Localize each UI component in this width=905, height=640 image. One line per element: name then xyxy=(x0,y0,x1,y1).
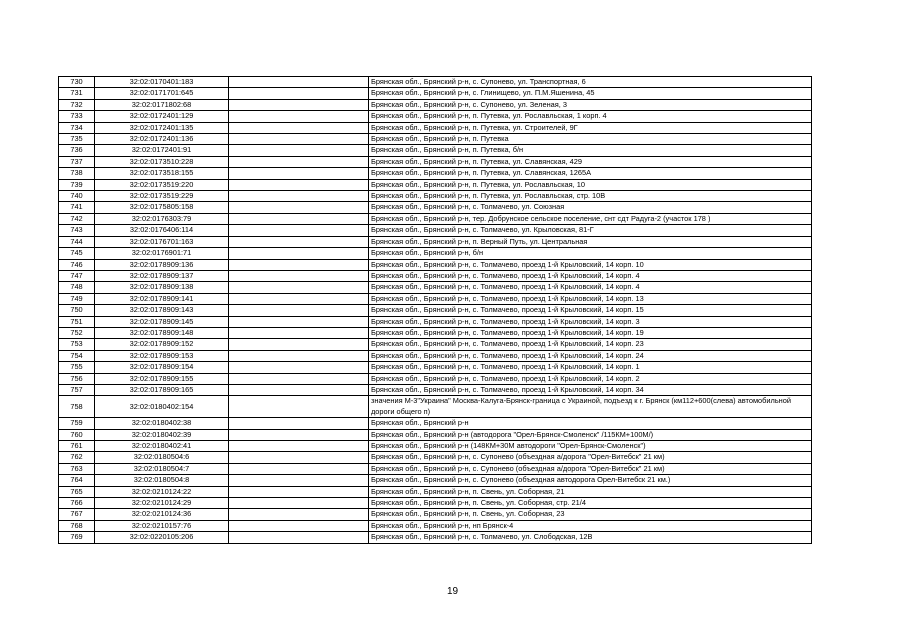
cadastral-number: 32:02:0178909:143 xyxy=(95,305,229,316)
row-number: 747 xyxy=(59,270,95,281)
empty-cell xyxy=(229,350,369,361)
row-number: 768 xyxy=(59,520,95,531)
cadastral-number: 32:02:0210124:36 xyxy=(95,509,229,520)
table-row xyxy=(59,373,812,384)
cadastral-number: 32:02:0178909:138 xyxy=(95,282,229,293)
address-cell: Брянская обл., Брянский р-н, п. Путевка xyxy=(369,134,812,145)
empty-cell xyxy=(229,179,369,190)
cadastral-number: 32:02:0170401:183 xyxy=(95,77,229,88)
empty-cell xyxy=(229,293,369,304)
table-row xyxy=(59,270,812,281)
table-row xyxy=(59,498,812,509)
row-number: 748 xyxy=(59,282,95,293)
table-row xyxy=(59,441,812,452)
row-number: 756 xyxy=(59,373,95,384)
address-cell: Брянская обл., Брянский р-н (автодорога "Орел-Брянск-Смоленск" /115КМ+100М/) xyxy=(369,429,812,440)
cadastral-number: 32:02:0176406:114 xyxy=(95,225,229,236)
row-number: 760 xyxy=(59,429,95,440)
address-cell: Брянская обл., Брянский р-н, с. Глинищево, ул. П.М.Яшенина, 45 xyxy=(369,88,812,99)
empty-cell xyxy=(229,156,369,167)
address-cell: Брянская обл., Брянский р-н, п. Путевка, ул. Рославльская, 1 корп. 4 xyxy=(369,111,812,122)
address-cell: Брянская обл., Брянский р-н, б/н xyxy=(369,248,812,259)
table-row xyxy=(59,191,812,202)
row-number: 730 xyxy=(59,77,95,88)
table-row xyxy=(59,418,812,429)
cadastral-number: 32:02:0171701:645 xyxy=(95,88,229,99)
row-number: 743 xyxy=(59,225,95,236)
row-number: 750 xyxy=(59,305,95,316)
cadastral-number: 32:02:0173510:228 xyxy=(95,156,229,167)
address-cell: Брянская обл., Брянский р-н, с. Толмачево, проезд 1-й Крыловский, 14 корп. 23 xyxy=(369,339,812,350)
cadastral-number: 32:02:0172401:91 xyxy=(95,145,229,156)
empty-cell xyxy=(229,327,369,338)
address-cell: Брянская обл., Брянский р-н, с. Толмачево, проезд 1-й Крыловский, 14 корп. 1 xyxy=(369,362,812,373)
empty-cell xyxy=(229,418,369,429)
cadastral-number: 32:02:0171802:68 xyxy=(95,99,229,110)
address-cell: Брянская обл., Брянский р-н (148КМ+30М автодороги "Орел-Брянск-Смоленск") xyxy=(369,441,812,452)
cadastral-number: 32:02:0175805:158 xyxy=(95,202,229,213)
cadastral-number: 32:02:0180402:38 xyxy=(95,418,229,429)
empty-cell xyxy=(229,498,369,509)
row-number: 741 xyxy=(59,202,95,213)
cadastral-table xyxy=(58,76,812,544)
empty-cell xyxy=(229,475,369,486)
table-row xyxy=(59,362,812,373)
table-row xyxy=(59,202,812,213)
row-number: 752 xyxy=(59,327,95,338)
address-cell: Брянская обл., Брянский р-н, с. Толмачево, проезд 1-й Крыловский, 14 корп. 4 xyxy=(369,282,812,293)
empty-cell xyxy=(229,441,369,452)
cadastral-number: 32:02:0178909:141 xyxy=(95,293,229,304)
address-cell: Брянская обл., Брянский р-н, п. Путевка, ул. Славянская, 1265А xyxy=(369,168,812,179)
table-row xyxy=(59,293,812,304)
table-row xyxy=(59,532,812,543)
empty-cell xyxy=(229,248,369,259)
empty-cell xyxy=(229,236,369,247)
row-number: 754 xyxy=(59,350,95,361)
table-row xyxy=(59,99,812,110)
address-cell: Брянская обл., Брянский р-н, с. Толмачево, проезд 1-й Крыловский, 14 корп. 3 xyxy=(369,316,812,327)
row-number: 763 xyxy=(59,463,95,474)
address-cell: Брянская обл., Брянский р-н, с. Толмачево, проезд 1-й Крыловский, 14 корп. 34 xyxy=(369,384,812,395)
table-row xyxy=(59,339,812,350)
cadastral-number: 32:02:0180402:41 xyxy=(95,441,229,452)
cadastral-number: 32:02:0178909:145 xyxy=(95,316,229,327)
table-row xyxy=(59,248,812,259)
table-row xyxy=(59,236,812,247)
row-number: 742 xyxy=(59,213,95,224)
row-number: 753 xyxy=(59,339,95,350)
table-row xyxy=(59,111,812,122)
address-cell: Брянская обл., Брянский р-н, тер. Добрунское сельское поселение, снт сдт Радуга-2 (участок 178 ) xyxy=(369,213,812,224)
row-number: 767 xyxy=(59,509,95,520)
cadastral-number: 32:02:0180504:8 xyxy=(95,475,229,486)
table-row xyxy=(59,396,812,418)
empty-cell xyxy=(229,225,369,236)
address-cell: Брянская обл., Брянский р-н, с. Супонево, ул. Зеленая, 3 xyxy=(369,99,812,110)
row-number: 744 xyxy=(59,236,95,247)
cadastral-number: 32:02:0172401:129 xyxy=(95,111,229,122)
cadastral-number: 32:02:0178909:165 xyxy=(95,384,229,395)
table-row xyxy=(59,429,812,440)
cadastral-number: 32:02:0178909:152 xyxy=(95,339,229,350)
address-cell: Брянская обл., Брянский р-н, п. Свень, ул. Соборная, 23 xyxy=(369,509,812,520)
row-number: 762 xyxy=(59,452,95,463)
row-number: 736 xyxy=(59,145,95,156)
row-number: 738 xyxy=(59,168,95,179)
address-cell: Брянская обл., Брянский р-н, с. Толмачево, проезд 1-й Крыловский, 14 корп. 19 xyxy=(369,327,812,338)
table-row xyxy=(59,475,812,486)
address-cell: Брянская обл., Брянский р-н xyxy=(369,418,812,429)
row-number: 746 xyxy=(59,259,95,270)
row-number: 766 xyxy=(59,498,95,509)
row-number: 745 xyxy=(59,248,95,259)
empty-cell xyxy=(229,316,369,327)
address-cell: Брянская обл., Брянский р-н, с. Толмачево, проезд 1-й Крыловский, 14 корп. 13 xyxy=(369,293,812,304)
empty-cell xyxy=(229,373,369,384)
cadastral-number: 32:02:0178909:153 xyxy=(95,350,229,361)
address-cell: Брянская обл., Брянский р-н, п. Верный Путь, ул. Центральная xyxy=(369,236,812,247)
page-number: 19 xyxy=(446,586,459,597)
table-row xyxy=(59,327,812,338)
row-number: 751 xyxy=(59,316,95,327)
empty-cell xyxy=(229,486,369,497)
table-row xyxy=(59,213,812,224)
address-cell: Брянская обл., Брянский р-н, п. Путевка, ул. Строителей, 9Г xyxy=(369,122,812,133)
address-cell: Брянская обл., Брянский р-н, с. Толмачево, проезд 1-й Крыловский, 14 корп. 15 xyxy=(369,305,812,316)
row-number: 755 xyxy=(59,362,95,373)
empty-cell xyxy=(229,396,369,418)
address-cell: значения М-3"Украина" Москва-Калуга-Брянск-граница с Украиной, подъезд к г. Брянск (км112+600(слева) автомобильной дороги общего п) xyxy=(369,396,812,418)
address-cell: Брянская обл., Брянский р-н, с. Супонево, ул. Транспортная, 6 xyxy=(369,77,812,88)
address-cell: Брянская обл., Брянский р-н, нп Брянск-4 xyxy=(369,520,812,531)
cadastral-number: 32:02:0210157:76 xyxy=(95,520,229,531)
row-number: 732 xyxy=(59,99,95,110)
row-number: 734 xyxy=(59,122,95,133)
address-cell: Брянская обл., Брянский р-н, п. Свень, ул. Соборная, стр. 21/4 xyxy=(369,498,812,509)
table-row xyxy=(59,486,812,497)
cadastral-number: 32:02:0180504:6 xyxy=(95,452,229,463)
cadastral-number: 32:02:0178909:148 xyxy=(95,327,229,338)
cadastral-number: 32:02:0176701:163 xyxy=(95,236,229,247)
row-number: 740 xyxy=(59,191,95,202)
empty-cell xyxy=(229,168,369,179)
empty-cell xyxy=(229,520,369,531)
row-number: 761 xyxy=(59,441,95,452)
table-row xyxy=(59,259,812,270)
row-number: 749 xyxy=(59,293,95,304)
table-row xyxy=(59,225,812,236)
address-cell: Брянская обл., Брянский р-н, с. Толмачево, ул. Слободская, 12В xyxy=(369,532,812,543)
empty-cell xyxy=(229,202,369,213)
table-row xyxy=(59,350,812,361)
table-row xyxy=(59,452,812,463)
table-row xyxy=(59,168,812,179)
cadastral-number: 32:02:0180402:39 xyxy=(95,429,229,440)
cadastral-number: 32:02:0178909:154 xyxy=(95,362,229,373)
address-cell: Брянская обл., Брянский р-н, с. Толмачево, проезд 1-й Крыловский, 14 корп. 24 xyxy=(369,350,812,361)
table-row xyxy=(59,77,812,88)
row-number: 769 xyxy=(59,532,95,543)
row-number: 765 xyxy=(59,486,95,497)
empty-cell xyxy=(229,270,369,281)
address-cell: Брянская обл., Брянский р-н, с. Супонево (объездная а/дорога "Орел-Витебск" 21 км) xyxy=(369,463,812,474)
cadastral-number: 32:02:0178909:137 xyxy=(95,270,229,281)
table-row xyxy=(59,384,812,395)
address-cell: Брянская обл., Брянский р-н, с. Супонево (объездная а/дорога "Орел-Витебск" 21 км) xyxy=(369,452,812,463)
cadastral-number: 32:02:0176303:79 xyxy=(95,213,229,224)
empty-cell xyxy=(229,429,369,440)
row-number: 757 xyxy=(59,384,95,395)
row-number: 737 xyxy=(59,156,95,167)
document-sheet xyxy=(58,76,811,544)
empty-cell xyxy=(229,384,369,395)
table-row xyxy=(59,179,812,190)
address-cell: Брянская обл., Брянский р-н, с. Супонево (объездная автодорога Орел-Витебск 21 км.) xyxy=(369,475,812,486)
cadastral-number: 32:02:0180402:154 xyxy=(95,396,229,418)
cadastral-number: 32:02:0210124:22 xyxy=(95,486,229,497)
table-row xyxy=(59,156,812,167)
empty-cell xyxy=(229,305,369,316)
cadastral-number: 32:02:0172401:136 xyxy=(95,134,229,145)
table-row xyxy=(59,305,812,316)
address-cell: Брянская обл., Брянский р-н, с. Толмачево, проезд 1-й Крыловский, 14 корп. 4 xyxy=(369,270,812,281)
empty-cell xyxy=(229,77,369,88)
empty-cell xyxy=(229,145,369,156)
table-row xyxy=(59,145,812,156)
address-cell: Брянская обл., Брянский р-н, с. Толмачево, ул. Крыловская, 81-Г xyxy=(369,225,812,236)
table-row xyxy=(59,463,812,474)
cadastral-number: 32:02:0178909:155 xyxy=(95,373,229,384)
empty-cell xyxy=(229,111,369,122)
address-cell: Брянская обл., Брянский р-н, п. Путевка, ул. Славянская, 429 xyxy=(369,156,812,167)
address-cell: Брянская обл., Брянский р-н, с. Толмачево, проезд 1-й Крыловский, 14 корп. 2 xyxy=(369,373,812,384)
table-row xyxy=(59,134,812,145)
empty-cell xyxy=(229,259,369,270)
empty-cell xyxy=(229,452,369,463)
table-row xyxy=(59,88,812,99)
empty-cell xyxy=(229,99,369,110)
empty-cell xyxy=(229,463,369,474)
cadastral-number: 32:02:0173518:155 xyxy=(95,168,229,179)
table-row xyxy=(59,122,812,133)
cadastral-number: 32:02:0173519:220 xyxy=(95,179,229,190)
cadastral-number: 32:02:0172401:135 xyxy=(95,122,229,133)
table-row xyxy=(59,520,812,531)
empty-cell xyxy=(229,122,369,133)
address-cell: Брянская обл., Брянский р-н, п. Путевка, б/н xyxy=(369,145,812,156)
empty-cell xyxy=(229,532,369,543)
cadastral-number: 32:02:0180504:7 xyxy=(95,463,229,474)
row-number: 739 xyxy=(59,179,95,190)
empty-cell xyxy=(229,191,369,202)
cadastral-number: 32:02:0220105:206 xyxy=(95,532,229,543)
table-body xyxy=(59,77,812,544)
row-number: 731 xyxy=(59,88,95,99)
cadastral-number: 32:02:0210124:29 xyxy=(95,498,229,509)
empty-cell xyxy=(229,134,369,145)
cadastral-number: 32:02:0178909:136 xyxy=(95,259,229,270)
address-cell: Брянская обл., Брянский р-н, с. Толмачево, ул. Союзная xyxy=(369,202,812,213)
cadastral-number: 32:02:0173519:229 xyxy=(95,191,229,202)
address-cell: Брянская обл., Брянский р-н, с. Толмачево, проезд 1-й Крыловский, 14 корп. 10 xyxy=(369,259,812,270)
address-cell: Брянская обл., Брянский р-н, п. Путевка, ул. Рославльская, стр. 10В xyxy=(369,191,812,202)
empty-cell xyxy=(229,509,369,520)
empty-cell xyxy=(229,339,369,350)
table-row xyxy=(59,316,812,327)
row-number: 735 xyxy=(59,134,95,145)
cadastral-number: 32:02:0176901:71 xyxy=(95,248,229,259)
table-row xyxy=(59,509,812,520)
row-number: 764 xyxy=(59,475,95,486)
row-number: 733 xyxy=(59,111,95,122)
address-cell: Брянская обл., Брянский р-н, п. Путевка, ул. Рославльская, 10 xyxy=(369,179,812,190)
table-row xyxy=(59,282,812,293)
empty-cell xyxy=(229,88,369,99)
address-cell: Брянская обл., Брянский р-н, п. Свень, ул. Соборная, 21 xyxy=(369,486,812,497)
empty-cell xyxy=(229,362,369,373)
empty-cell xyxy=(229,282,369,293)
row-number: 758 xyxy=(59,396,95,418)
empty-cell xyxy=(229,213,369,224)
row-number: 759 xyxy=(59,418,95,429)
